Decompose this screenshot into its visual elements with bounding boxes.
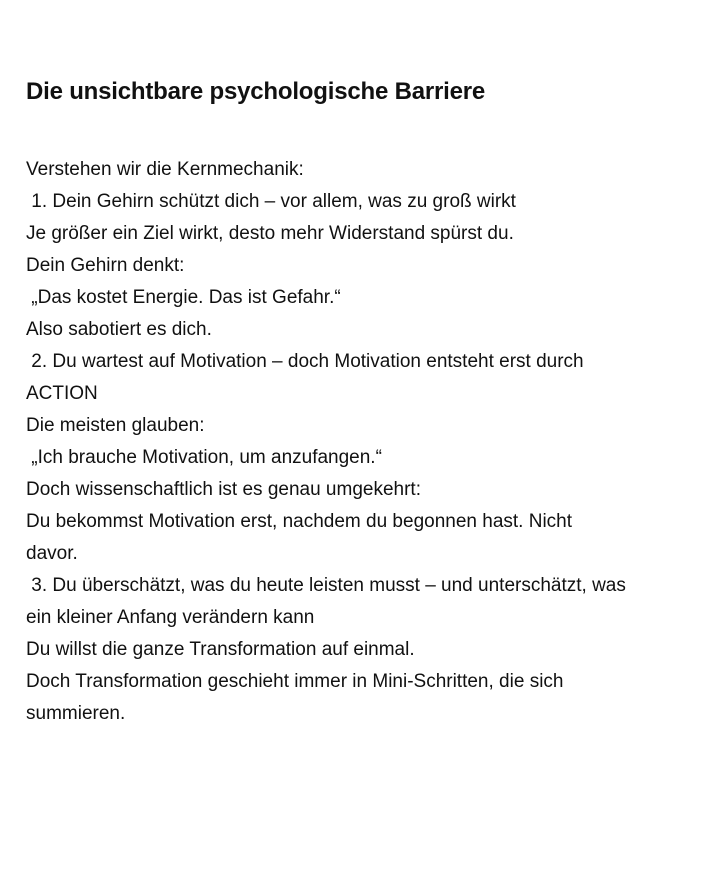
body-line: Dein Gehirn denkt: [26, 255, 185, 276]
body-line: ACTION [26, 383, 98, 404]
body-line: Je größer ein Ziel wirkt, desto mehr Widerstand spürst du. [26, 223, 514, 244]
body-line: Du willst die ganze Transformation auf einmal. [26, 639, 415, 660]
body-line: Du bekommst Motivation erst, nachdem du begonnen hast. Nicht [26, 511, 573, 532]
document-body [26, 154, 690, 730]
body-line: davor. [26, 543, 78, 564]
body-line: Die meisten glauben: [26, 415, 205, 436]
body-line: Doch wissenschaftlich ist es genau umgekehrt: [26, 479, 421, 500]
body-line-point-3-heading: 3. Du überschätzt, was du heute leisten musst – und unterschätzt, was [26, 575, 626, 596]
body-line: ein kleiner Anfang verändern kann [26, 607, 315, 628]
body-line-quote: „Das kostet Energie. Das ist Gefahr.“ [26, 287, 341, 308]
body-line-point-1-heading: 1. Dein Gehirn schützt dich – vor allem, was zu groß wirkt [26, 191, 516, 212]
document-title: Die unsichtbare psychologische Barriere [26, 78, 486, 105]
body-line-point-2-heading: 2. Du wartest auf Motivation – doch Motivation entsteht erst durch [26, 351, 584, 372]
body-line: Doch Transformation geschieht immer in Mini-Schritten, die sich [26, 671, 564, 692]
body-line-quote: „Ich brauche Motivation, um anzufangen.“ [26, 447, 382, 468]
body-line: Also sabotiert es dich. [26, 319, 212, 340]
body-line-intro: Verstehen wir die Kernmechanik: [26, 159, 304, 180]
body-line: summieren. [26, 703, 126, 724]
